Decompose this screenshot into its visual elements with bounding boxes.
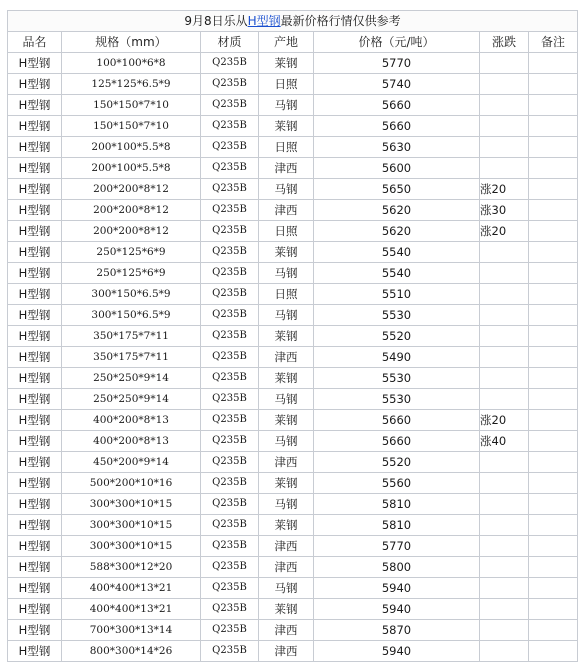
cell-note xyxy=(529,368,578,389)
cell-material: Q235B xyxy=(201,410,259,431)
cell-price: 5490 xyxy=(314,347,480,368)
cell-origin: 马钢 xyxy=(259,389,314,410)
cell-change xyxy=(480,74,529,95)
cell-spec: 125*125*6.5*9 xyxy=(62,74,201,95)
cell-change xyxy=(480,578,529,599)
cell-spec: 200*200*8*12 xyxy=(62,221,201,242)
cell-origin: 马钢 xyxy=(259,305,314,326)
cell-origin: 津西 xyxy=(259,557,314,578)
cell-material: Q235B xyxy=(201,284,259,305)
cell-spec: 450*200*9*14 xyxy=(62,452,201,473)
cell-spec: 800*300*14*26 xyxy=(62,641,201,662)
cell-note xyxy=(529,263,578,284)
cell-change xyxy=(480,305,529,326)
cell-price: 5620 xyxy=(314,221,480,242)
cell-spec: 150*150*7*10 xyxy=(62,116,201,137)
table-row xyxy=(8,284,578,305)
cell-price: 5940 xyxy=(314,599,480,620)
cell-spec: 400*400*13*21 xyxy=(62,599,201,620)
title-prefix: 9月8日乐从 xyxy=(184,14,248,28)
cell-note xyxy=(529,284,578,305)
cell-spec: 300*150*6.5*9 xyxy=(62,284,201,305)
cell-product-name: H型钢 xyxy=(8,452,62,473)
title-suffix: 最新价格行情仅供参考 xyxy=(280,14,401,28)
cell-note xyxy=(529,137,578,158)
cell-spec: 300*150*6.5*9 xyxy=(62,305,201,326)
cell-spec: 500*200*10*16 xyxy=(62,473,201,494)
cell-change xyxy=(480,347,529,368)
cell-change: 涨20 xyxy=(480,221,529,242)
cell-product-name: H型钢 xyxy=(8,179,62,200)
header-note: 备注 xyxy=(529,32,578,53)
cell-note xyxy=(529,347,578,368)
table-row xyxy=(8,599,578,620)
cell-price: 5940 xyxy=(314,578,480,599)
cell-product-name: H型钢 xyxy=(8,620,62,641)
cell-price: 5560 xyxy=(314,473,480,494)
cell-price: 5810 xyxy=(314,494,480,515)
cell-change xyxy=(480,326,529,347)
table-row xyxy=(8,620,578,641)
cell-product-name: H型钢 xyxy=(8,515,62,536)
cell-note xyxy=(529,158,578,179)
cell-change xyxy=(480,53,529,74)
title-row xyxy=(8,11,578,32)
cell-note xyxy=(529,641,578,662)
cell-product-name: H型钢 xyxy=(8,116,62,137)
cell-change xyxy=(480,116,529,137)
table-row xyxy=(8,641,578,662)
cell-change xyxy=(480,137,529,158)
cell-origin: 莱钢 xyxy=(259,515,314,536)
table-body xyxy=(8,11,578,662)
cell-spec: 100*100*6*8 xyxy=(62,53,201,74)
cell-origin: 莱钢 xyxy=(259,53,314,74)
table-row xyxy=(8,536,578,557)
cell-origin: 马钢 xyxy=(259,95,314,116)
cell-origin: 津西 xyxy=(259,620,314,641)
cell-origin: 莱钢 xyxy=(259,326,314,347)
price-sheet xyxy=(7,10,577,662)
cell-origin: 津西 xyxy=(259,641,314,662)
cell-note xyxy=(529,536,578,557)
cell-spec: 300*300*10*15 xyxy=(62,536,201,557)
cell-material: Q235B xyxy=(201,158,259,179)
table-row xyxy=(8,431,578,452)
cell-origin: 莱钢 xyxy=(259,410,314,431)
cell-price: 5540 xyxy=(314,242,480,263)
cell-origin: 莱钢 xyxy=(259,473,314,494)
cell-note xyxy=(529,116,578,137)
cell-material: Q235B xyxy=(201,431,259,452)
cell-material: Q235B xyxy=(201,389,259,410)
cell-product-name: H型钢 xyxy=(8,95,62,116)
cell-origin: 日照 xyxy=(259,221,314,242)
cell-origin: 马钢 xyxy=(259,263,314,284)
cell-product-name: H型钢 xyxy=(8,368,62,389)
cell-note xyxy=(529,410,578,431)
cell-spec: 200*200*8*12 xyxy=(62,179,201,200)
cell-spec: 400*400*13*21 xyxy=(62,578,201,599)
cell-material: Q235B xyxy=(201,578,259,599)
cell-product-name: H型钢 xyxy=(8,410,62,431)
cell-change xyxy=(480,557,529,578)
cell-origin: 津西 xyxy=(259,452,314,473)
table-row xyxy=(8,263,578,284)
header-origin: 产地 xyxy=(259,32,314,53)
cell-price: 5520 xyxy=(314,452,480,473)
cell-product-name: H型钢 xyxy=(8,578,62,599)
cell-price: 5810 xyxy=(314,515,480,536)
cell-material: Q235B xyxy=(201,179,259,200)
header-name: 品名 xyxy=(8,32,62,53)
cell-product-name: H型钢 xyxy=(8,557,62,578)
table-row xyxy=(8,557,578,578)
cell-spec: 588*300*12*20 xyxy=(62,557,201,578)
cell-origin: 日照 xyxy=(259,137,314,158)
cell-change xyxy=(480,368,529,389)
cell-material: Q235B xyxy=(201,536,259,557)
cell-change xyxy=(480,494,529,515)
cell-change: 涨20 xyxy=(480,410,529,431)
cell-material: Q235B xyxy=(201,599,259,620)
cell-origin: 莱钢 xyxy=(259,242,314,263)
cell-change xyxy=(480,158,529,179)
price-table xyxy=(7,10,578,662)
cell-spec: 200*200*8*12 xyxy=(62,200,201,221)
cell-material: Q235B xyxy=(201,452,259,473)
cell-material: Q235B xyxy=(201,137,259,158)
table-row xyxy=(8,410,578,431)
cell-material: Q235B xyxy=(201,200,259,221)
cell-origin: 马钢 xyxy=(259,431,314,452)
cell-material: Q235B xyxy=(201,557,259,578)
cell-spec: 300*300*10*15 xyxy=(62,515,201,536)
header-price: 价格（元/吨） xyxy=(314,32,480,53)
cell-note xyxy=(529,95,578,116)
table-row xyxy=(8,452,578,473)
cell-product-name: H型钢 xyxy=(8,494,62,515)
cell-price: 5600 xyxy=(314,158,480,179)
cell-origin: 马钢 xyxy=(259,179,314,200)
cell-note xyxy=(529,221,578,242)
table-row xyxy=(8,305,578,326)
table-row xyxy=(8,389,578,410)
cell-material: Q235B xyxy=(201,326,259,347)
cell-origin: 津西 xyxy=(259,347,314,368)
table-row xyxy=(8,221,578,242)
table-row xyxy=(8,179,578,200)
table-row xyxy=(8,347,578,368)
cell-note xyxy=(529,389,578,410)
cell-change xyxy=(480,242,529,263)
cell-product-name: H型钢 xyxy=(8,137,62,158)
cell-price: 5530 xyxy=(314,368,480,389)
cell-spec: 200*100*5.5*8 xyxy=(62,137,201,158)
cell-change xyxy=(480,452,529,473)
table-row xyxy=(8,326,578,347)
cell-spec: 250*250*9*14 xyxy=(62,389,201,410)
cell-origin: 津西 xyxy=(259,158,314,179)
cell-product-name: H型钢 xyxy=(8,305,62,326)
cell-product-name: H型钢 xyxy=(8,221,62,242)
cell-note xyxy=(529,326,578,347)
cell-change: 涨30 xyxy=(480,200,529,221)
cell-product-name: H型钢 xyxy=(8,536,62,557)
cell-note xyxy=(529,620,578,641)
cell-price: 5660 xyxy=(314,431,480,452)
cell-origin: 津西 xyxy=(259,536,314,557)
cell-spec: 350*175*7*11 xyxy=(62,347,201,368)
cell-origin: 日照 xyxy=(259,284,314,305)
cell-material: Q235B xyxy=(201,473,259,494)
cell-material: Q235B xyxy=(201,74,259,95)
cell-note xyxy=(529,53,578,74)
cell-change xyxy=(480,284,529,305)
cell-product-name: H型钢 xyxy=(8,242,62,263)
cell-material: Q235B xyxy=(201,515,259,536)
cell-note xyxy=(529,74,578,95)
cell-material: Q235B xyxy=(201,641,259,662)
cell-note xyxy=(529,515,578,536)
table-row xyxy=(8,116,578,137)
cell-change xyxy=(480,389,529,410)
cell-material: Q235B xyxy=(201,347,259,368)
cell-product-name: H型钢 xyxy=(8,326,62,347)
cell-note xyxy=(529,200,578,221)
cell-price: 5540 xyxy=(314,263,480,284)
cell-product-name: H型钢 xyxy=(8,53,62,74)
cell-note xyxy=(529,179,578,200)
cell-origin: 日照 xyxy=(259,74,314,95)
cell-price: 5530 xyxy=(314,305,480,326)
cell-price: 5620 xyxy=(314,200,480,221)
cell-product-name: H型钢 xyxy=(8,473,62,494)
cell-price: 5770 xyxy=(314,53,480,74)
cell-material: Q235B xyxy=(201,53,259,74)
cell-note xyxy=(529,473,578,494)
cell-price: 5940 xyxy=(314,641,480,662)
table-row xyxy=(8,368,578,389)
cell-material: Q235B xyxy=(201,305,259,326)
table-row xyxy=(8,515,578,536)
cell-material: Q235B xyxy=(201,221,259,242)
cell-material: Q235B xyxy=(201,263,259,284)
cell-change xyxy=(480,515,529,536)
cell-material: Q235B xyxy=(201,95,259,116)
cell-product-name: H型钢 xyxy=(8,389,62,410)
header-change: 涨跌 xyxy=(480,32,529,53)
cell-spec: 400*200*8*13 xyxy=(62,410,201,431)
cell-note xyxy=(529,599,578,620)
cell-spec: 200*100*5.5*8 xyxy=(62,158,201,179)
cell-origin: 莱钢 xyxy=(259,599,314,620)
table-row xyxy=(8,494,578,515)
cell-product-name: H型钢 xyxy=(8,158,62,179)
cell-spec: 250*250*9*14 xyxy=(62,368,201,389)
cell-price: 5650 xyxy=(314,179,480,200)
cell-origin: 津西 xyxy=(259,200,314,221)
table-row xyxy=(8,200,578,221)
cell-price: 5520 xyxy=(314,326,480,347)
cell-note xyxy=(529,494,578,515)
cell-change xyxy=(480,599,529,620)
table-row xyxy=(8,242,578,263)
cell-price: 5510 xyxy=(314,284,480,305)
cell-product-name: H型钢 xyxy=(8,431,62,452)
cell-change xyxy=(480,263,529,284)
header-spec: 规格（mm） xyxy=(62,32,201,53)
cell-material: Q235B xyxy=(201,494,259,515)
table-row xyxy=(8,74,578,95)
cell-product-name: H型钢 xyxy=(8,263,62,284)
cell-price: 5530 xyxy=(314,389,480,410)
cell-change xyxy=(480,95,529,116)
cell-price: 5770 xyxy=(314,536,480,557)
cell-price: 5660 xyxy=(314,95,480,116)
cell-price: 5870 xyxy=(314,620,480,641)
cell-product-name: H型钢 xyxy=(8,284,62,305)
cell-change xyxy=(480,641,529,662)
cell-material: Q235B xyxy=(201,242,259,263)
cell-note xyxy=(529,242,578,263)
cell-spec: 300*300*10*15 xyxy=(62,494,201,515)
cell-price: 5630 xyxy=(314,137,480,158)
cell-origin: 马钢 xyxy=(259,578,314,599)
cell-price: 5660 xyxy=(314,116,480,137)
table-row xyxy=(8,95,578,116)
cell-change xyxy=(480,536,529,557)
header-material: 材质 xyxy=(201,32,259,53)
header-row xyxy=(8,32,578,53)
cell-change xyxy=(480,620,529,641)
cell-spec: 700*300*13*14 xyxy=(62,620,201,641)
cell-spec: 400*200*8*13 xyxy=(62,431,201,452)
cell-spec: 150*150*7*10 xyxy=(62,95,201,116)
cell-note xyxy=(529,578,578,599)
cell-note xyxy=(529,431,578,452)
cell-origin: 莱钢 xyxy=(259,368,314,389)
cell-change: 涨20 xyxy=(480,179,529,200)
table-row xyxy=(8,53,578,74)
cell-product-name: H型钢 xyxy=(8,74,62,95)
cell-product-name: H型钢 xyxy=(8,200,62,221)
title-link[interactable]: H型钢 xyxy=(247,14,281,28)
cell-material: Q235B xyxy=(201,368,259,389)
cell-price: 5660 xyxy=(314,410,480,431)
cell-price: 5740 xyxy=(314,74,480,95)
cell-note xyxy=(529,305,578,326)
cell-spec: 250*125*6*9 xyxy=(62,263,201,284)
cell-change xyxy=(480,473,529,494)
cell-material: Q235B xyxy=(201,116,259,137)
cell-material: Q235B xyxy=(201,620,259,641)
cell-change: 涨40 xyxy=(480,431,529,452)
cell-note xyxy=(529,452,578,473)
cell-note xyxy=(529,557,578,578)
cell-spec: 350*175*7*11 xyxy=(62,326,201,347)
table-row xyxy=(8,137,578,158)
cell-price: 5800 xyxy=(314,557,480,578)
table-row xyxy=(8,578,578,599)
table-row xyxy=(8,473,578,494)
cell-product-name: H型钢 xyxy=(8,641,62,662)
cell-product-name: H型钢 xyxy=(8,599,62,620)
cell-product-name: H型钢 xyxy=(8,347,62,368)
table-row xyxy=(8,158,578,179)
table-title xyxy=(8,11,578,32)
cell-origin: 马钢 xyxy=(259,494,314,515)
cell-spec: 250*125*6*9 xyxy=(62,242,201,263)
cell-origin: 莱钢 xyxy=(259,116,314,137)
